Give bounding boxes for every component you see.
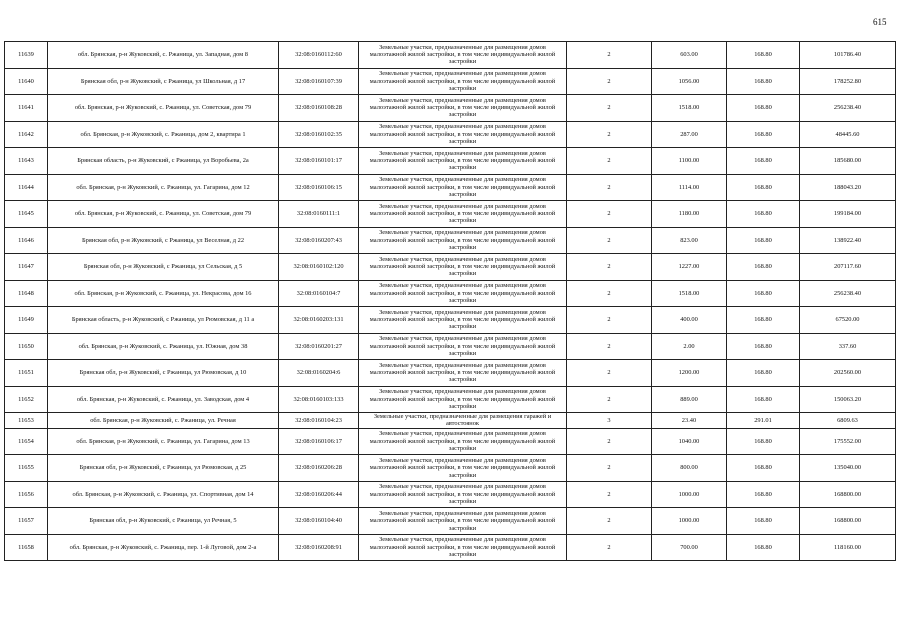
table-row: [5, 95, 896, 122]
group-cell: 2: [567, 481, 652, 508]
row-number-cell: 11641: [5, 95, 48, 122]
cadastral-value-cell: 178252.80: [800, 68, 896, 95]
cadastral-value-cell: 202560.00: [800, 360, 896, 387]
rate-cell: 168.80: [727, 174, 800, 201]
page-number: 615: [873, 17, 887, 27]
group-cell: 2: [567, 254, 652, 281]
land-use-cell: Земельные участки, предназначенные для размещения домов малоэтажной жилой застройки, в том числе индивидуальной жилой застройки: [359, 534, 567, 561]
group-cell: 2: [567, 307, 652, 334]
cadastral-value-cell: 185680.00: [800, 148, 896, 175]
address-cell: Брянская область, р-н Жуковский, с Ржаница, ул Воробьева, 2а: [48, 148, 279, 175]
group-cell: 2: [567, 428, 652, 455]
rate-cell: 291.01: [727, 413, 800, 429]
address-cell: обл. Брянская, р-н Жуковский, с. Ржаница, ул. Советская, дом 79: [48, 201, 279, 228]
rate-cell: 168.80: [727, 534, 800, 561]
cadastral-number-cell: 32:08:0160107:39: [279, 68, 359, 95]
cadastral-value-cell: 168800.00: [800, 481, 896, 508]
area-cell: 1040.00: [652, 428, 727, 455]
area-cell: 1180.00: [652, 201, 727, 228]
land-use-cell: Земельные участки, предназначенные для размещения домов малоэтажной жилой застройки, в том числе индивидуальной жилой застройки: [359, 254, 567, 281]
address-cell: Брянская обл, р-н Жуковский, с Ржаница, ул Веселная, д 22: [48, 227, 279, 254]
cadastral-number-cell: 32:08:0160108:28: [279, 95, 359, 122]
row-number-cell: 11642: [5, 121, 48, 148]
address-cell: обл. Брянская, р-н Жуковский, с. Ржаница, ул. Спортивная, дом 14: [48, 481, 279, 508]
group-cell: 2: [567, 121, 652, 148]
rate-cell: 168.80: [727, 386, 800, 413]
cadastral-number-cell: 32:08:0160201:27: [279, 333, 359, 360]
land-use-cell: Земельные участки, предназначенные для размещения домов малоэтажной жилой застройки, в том числе индивидуальной жилой застройки: [359, 428, 567, 455]
row-number-cell: 11653: [5, 413, 48, 429]
land-use-cell: Земельные участки, предназначенные для размещения домов малоэтажной жилой застройки, в том числе индивидуальной жилой застройки: [359, 174, 567, 201]
area-cell: 1000.00: [652, 481, 727, 508]
area-cell: 1100.00: [652, 148, 727, 175]
address-cell: обл. Брянская, р-н Жуковский, с. Ржаница, ул. Гагарина, дом 12: [48, 174, 279, 201]
group-cell: 2: [567, 534, 652, 561]
cadastral-number-cell: 32:08:0160106:17: [279, 428, 359, 455]
cadastral-value-cell: 175552.00: [800, 428, 896, 455]
group-cell: 2: [567, 95, 652, 122]
area-cell: 400.00: [652, 307, 727, 334]
address-cell: обл. Брянская, р-н Жуковский, с. Ржаница, ул. Советская, дом 79: [48, 95, 279, 122]
group-cell: 2: [567, 174, 652, 201]
area-cell: 603.00: [652, 42, 727, 69]
cadastral-number-cell: 32:08:0160204:6: [279, 360, 359, 387]
table-row: [5, 360, 896, 387]
address-cell: обл. Брянская, р-н Жуковский, с. Ржаница, ул. Западная, дом 8: [48, 42, 279, 69]
cadastral-number-cell: 32:08:0160102:120: [279, 254, 359, 281]
land-use-cell: Земельные участки, предназначенные для размещения домов малоэтажной жилой застройки, в том числе индивидуальной жилой застройки: [359, 42, 567, 69]
area-cell: 1000.00: [652, 508, 727, 535]
table-row: [5, 280, 896, 307]
table-row: [5, 201, 896, 228]
table-row: [5, 455, 896, 482]
area-cell: 823.00: [652, 227, 727, 254]
cadastral-number-cell: 32:08:0160111:1: [279, 201, 359, 228]
row-number-cell: 11640: [5, 68, 48, 95]
cadastral-value-cell: 138922.40: [800, 227, 896, 254]
land-registry-table: [4, 41, 896, 561]
cadastral-number-cell: 32:08:0160112:60: [279, 42, 359, 69]
address-cell: обл. Брянская, р-н Жуковский, с. Ржаница, ул. Гагарина, дом 13: [48, 428, 279, 455]
group-cell: 2: [567, 68, 652, 95]
table-row: [5, 386, 896, 413]
address-cell: обл. Брянская, р-н Жуковский, с. Ржаница, ул. Речная: [48, 413, 279, 429]
cadastral-value-cell: 101786.40: [800, 42, 896, 69]
land-use-cell: Земельные участки, предназначенные для размещения домов малоэтажной жилой застройки, в том числе индивидуальной жилой застройки: [359, 386, 567, 413]
cadastral-number-cell: 32:08:0160208:91: [279, 534, 359, 561]
address-cell: Брянская обл, р-н Жуковский, с Ржаница, ул Рюмовская, д 10: [48, 360, 279, 387]
row-number-cell: 11639: [5, 42, 48, 69]
row-number-cell: 11654: [5, 428, 48, 455]
rate-cell: 168.80: [727, 508, 800, 535]
table-row: [5, 227, 896, 254]
address-cell: обл. Брянская, р-н Жуковский, с. Ржаница, ул. Заводская, дом 4: [48, 386, 279, 413]
area-cell: 800.00: [652, 455, 727, 482]
row-number-cell: 11651: [5, 360, 48, 387]
rate-cell: 168.80: [727, 333, 800, 360]
rate-cell: 168.80: [727, 455, 800, 482]
cadastral-number-cell: 32:08:0160104:40: [279, 508, 359, 535]
group-cell: 2: [567, 508, 652, 535]
rate-cell: 168.80: [727, 68, 800, 95]
cadastral-value-cell: 207117.60: [800, 254, 896, 281]
address-cell: обл. Брянская, р-н Жуковский, с. Ржаница, дом 2, квартира 1: [48, 121, 279, 148]
row-number-cell: 11645: [5, 201, 48, 228]
row-number-cell: 11646: [5, 227, 48, 254]
table-row: [5, 148, 896, 175]
address-cell: Брянская обл, р-н Жуковский, с Ржаница, ул Рюмовская, д 25: [48, 455, 279, 482]
rate-cell: 168.80: [727, 307, 800, 334]
table-row: [5, 42, 896, 69]
row-number-cell: 11652: [5, 386, 48, 413]
area-cell: 1518.00: [652, 280, 727, 307]
area-cell: 287.00: [652, 121, 727, 148]
table-row: [5, 307, 896, 334]
group-cell: 2: [567, 455, 652, 482]
cadastral-value-cell: 48445.60: [800, 121, 896, 148]
land-use-cell: Земельные участки, предназначенные для размещения домов малоэтажной жилой застройки, в том числе индивидуальной жилой застройки: [359, 280, 567, 307]
table-row: [5, 481, 896, 508]
land-use-cell: Земельные участки, предназначенные для размещения домов малоэтажной жилой застройки, в том числе индивидуальной жилой застройки: [359, 333, 567, 360]
cadastral-value-cell: 67520.00: [800, 307, 896, 334]
cadastral-value-cell: 150063.20: [800, 386, 896, 413]
table-row: [5, 508, 896, 535]
rate-cell: 168.80: [727, 201, 800, 228]
land-use-cell: Земельные участки, предназначенные для размещения домов малоэтажной жилой застройки, в том числе индивидуальной жилой застройки: [359, 95, 567, 122]
land-use-cell: Земельные участки, предназначенные для размещения домов малоэтажной жилой застройки, в том числе индивидуальной жилой застройки: [359, 360, 567, 387]
row-number-cell: 11648: [5, 280, 48, 307]
group-cell: 2: [567, 201, 652, 228]
table-body: [5, 42, 896, 561]
row-number-cell: 11649: [5, 307, 48, 334]
rate-cell: 168.80: [727, 280, 800, 307]
cadastral-value-cell: 337.60: [800, 333, 896, 360]
address-cell: обл. Брянская, р-н Жуковский, с. Ржаница, ул. Некрасова, дом 16: [48, 280, 279, 307]
table-row: [5, 428, 896, 455]
table-row: [5, 121, 896, 148]
rate-cell: 168.80: [727, 95, 800, 122]
cadastral-value-cell: 168800.00: [800, 508, 896, 535]
land-use-cell: Земельные участки, предназначенные для размещения домов малоэтажной жилой застройки, в том числе индивидуальной жилой застройки: [359, 481, 567, 508]
area-cell: 23.40: [652, 413, 727, 429]
rate-cell: 168.80: [727, 360, 800, 387]
row-number-cell: 11647: [5, 254, 48, 281]
cadastral-value-cell: 256238.40: [800, 95, 896, 122]
row-number-cell: 11658: [5, 534, 48, 561]
area-cell: 889.00: [652, 386, 727, 413]
cadastral-number-cell: 32:08:0160203:131: [279, 307, 359, 334]
rate-cell: 168.80: [727, 428, 800, 455]
cadastral-number-cell: 32:08:0160104:7: [279, 280, 359, 307]
row-number-cell: 11643: [5, 148, 48, 175]
rate-cell: 168.80: [727, 254, 800, 281]
area-cell: 1518.00: [652, 95, 727, 122]
cadastral-value-cell: 135040.00: [800, 455, 896, 482]
table-row: [5, 68, 896, 95]
table-row: [5, 254, 896, 281]
group-cell: 2: [567, 280, 652, 307]
cadastral-number-cell: 32:08:0160101:17: [279, 148, 359, 175]
cadastral-number-cell: 32:08:0160207:43: [279, 227, 359, 254]
rate-cell: 168.80: [727, 148, 800, 175]
cadastral-value-cell: 256238.40: [800, 280, 896, 307]
table-row: [5, 534, 896, 561]
area-cell: 1227.00: [652, 254, 727, 281]
land-use-cell: Земельные участки, предназначенные для размещения домов малоэтажной жилой застройки, в том числе индивидуальной жилой застройки: [359, 121, 567, 148]
row-number-cell: 11655: [5, 455, 48, 482]
group-cell: 2: [567, 42, 652, 69]
group-cell: 2: [567, 227, 652, 254]
cadastral-value-cell: 188043.20: [800, 174, 896, 201]
cadastral-number-cell: 32:08:0160206:28: [279, 455, 359, 482]
group-cell: 3: [567, 413, 652, 429]
land-use-cell: Земельные участки, предназначенные для размещения домов малоэтажной жилой застройки, в том числе индивидуальной жилой застройки: [359, 307, 567, 334]
area-cell: 1200.00: [652, 360, 727, 387]
table-row: [5, 413, 896, 429]
land-use-cell: Земельные участки, предназначенные для размещения домов малоэтажной жилой застройки, в том числе индивидуальной жилой застройки: [359, 227, 567, 254]
cadastral-number-cell: 32:08:0160206:44: [279, 481, 359, 508]
cadastral-number-cell: 32:08:0160102:35: [279, 121, 359, 148]
cadastral-value-cell: 118160.00: [800, 534, 896, 561]
land-use-cell: Земельные участки, предназначенные для размещения домов малоэтажной жилой застройки, в том числе индивидуальной жилой застройки: [359, 455, 567, 482]
group-cell: 2: [567, 360, 652, 387]
rate-cell: 168.80: [727, 121, 800, 148]
area-cell: 700.00: [652, 534, 727, 561]
group-cell: 2: [567, 386, 652, 413]
group-cell: 2: [567, 148, 652, 175]
cadastral-number-cell: 32:08:0160106:15: [279, 174, 359, 201]
land-use-cell: Земельные участки, предназначенные для размещения домов малоэтажной жилой застройки, в том числе индивидуальной жилой застройки: [359, 68, 567, 95]
row-number-cell: 11650: [5, 333, 48, 360]
cadastral-value-cell: 6809.63: [800, 413, 896, 429]
address-cell: Брянская обл, р-н Жуковский, с Ржаница, ул Школьная, д 17: [48, 68, 279, 95]
table-row: [5, 174, 896, 201]
address-cell: Брянская обл, р-н Жуковский, с Ржаница, ул Сельская, д 5: [48, 254, 279, 281]
area-cell: 1056.00: [652, 68, 727, 95]
address-cell: обл. Брянская, р-н Жуковский, с. Ржаница, ул. Южная, дом 38: [48, 333, 279, 360]
area-cell: 2.00: [652, 333, 727, 360]
address-cell: обл. Брянская, р-н Жуковский, с. Ржаница, пер. 1-й Луговой, дом 2-а: [48, 534, 279, 561]
row-number-cell: 11657: [5, 508, 48, 535]
cadastral-value-cell: 199184.00: [800, 201, 896, 228]
table-row: [5, 333, 896, 360]
address-cell: Брянская обл, р-н Жуковский, с Ржаница, ул Речная, 5: [48, 508, 279, 535]
land-use-cell: Земельные участки, предназначенные для размещения домов малоэтажной жилой застройки, в том числе индивидуальной жилой застройки: [359, 148, 567, 175]
area-cell: 1114.00: [652, 174, 727, 201]
cadastral-number-cell: 32:08:0160104:23: [279, 413, 359, 429]
address-cell: Брянская область, р-н Жуковский, с Ржаница, ул Рюмовская, д 11 а: [48, 307, 279, 334]
rate-cell: 168.80: [727, 481, 800, 508]
group-cell: 2: [567, 333, 652, 360]
land-use-cell: Земельные участки, предназначенные для размещения домов малоэтажной жилой застройки, в том числе индивидуальной жилой застройки: [359, 201, 567, 228]
cadastral-number-cell: 32:08:0160103:133: [279, 386, 359, 413]
rate-cell: 168.80: [727, 227, 800, 254]
rate-cell: 168.80: [727, 42, 800, 69]
land-use-cell: Земельные участки, предназначенные для размещения домов малоэтажной жилой застройки, в том числе индивидуальной жилой застройки: [359, 508, 567, 535]
land-use-cell: Земельные участки, предназначенные для размещения гаражей и автостоянок: [359, 413, 567, 429]
row-number-cell: 11644: [5, 174, 48, 201]
row-number-cell: 11656: [5, 481, 48, 508]
